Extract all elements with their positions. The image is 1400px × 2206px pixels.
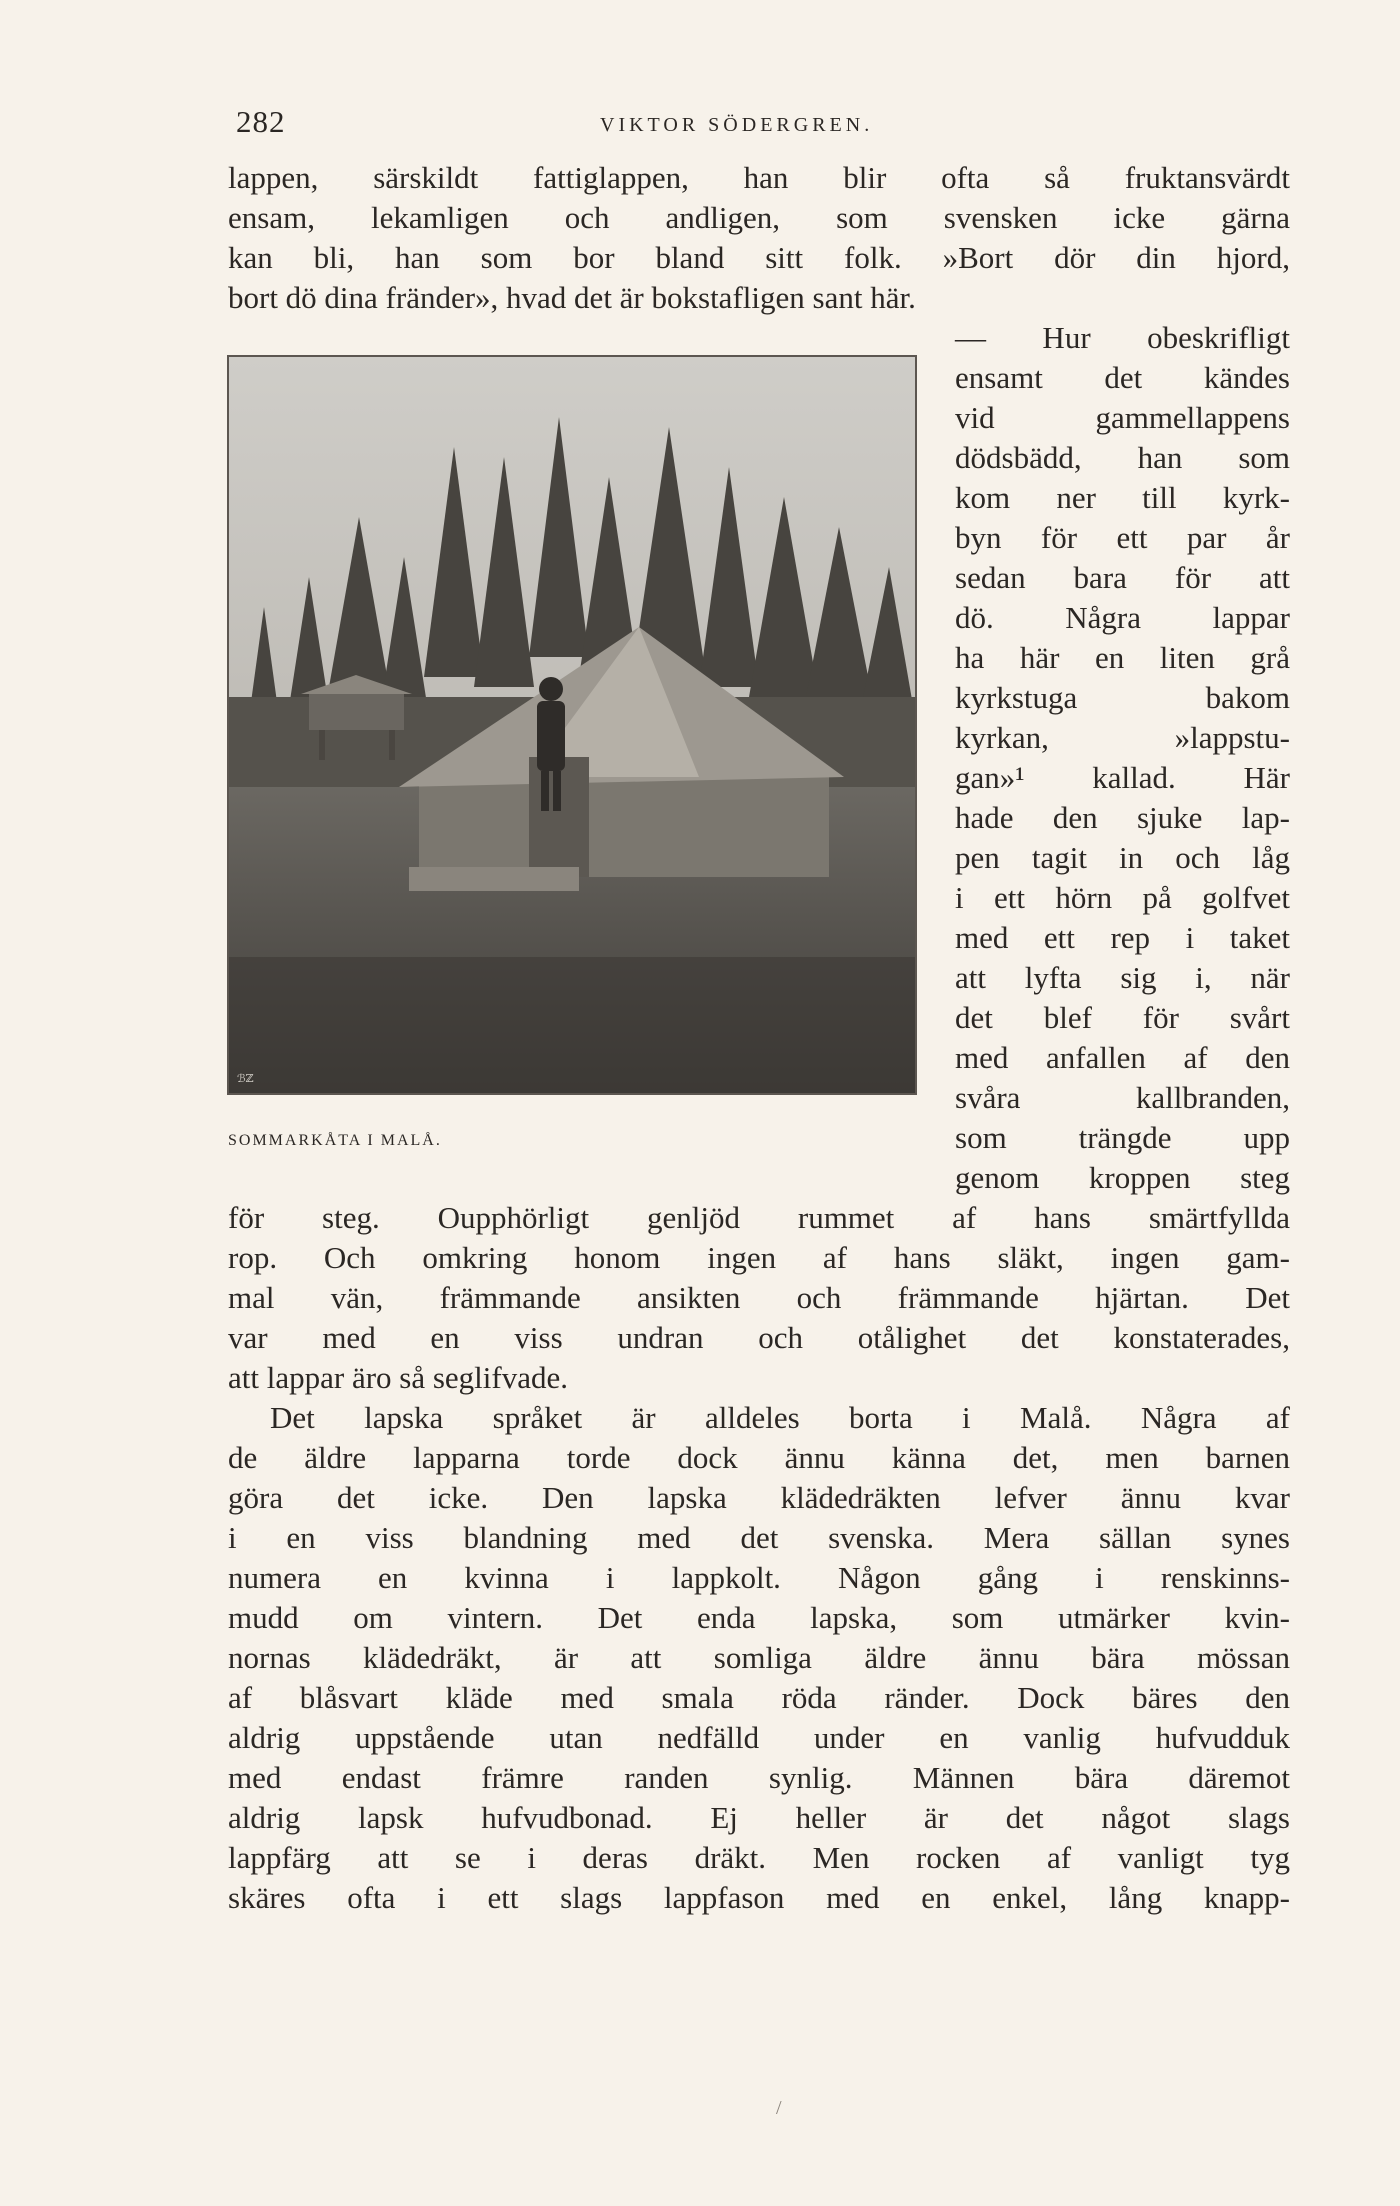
text-line: skäres ofta i ett slags lappfason med en enkel, lång knapp- [228, 1880, 1290, 1915]
text-line: göra det icke. Den lapska klädedräkten lefver ännu kvar [228, 1480, 1290, 1515]
text-line: kan bli, han som bor bland sitt folk. »Bort dör din hjord, [228, 240, 1290, 275]
text-line: mudd om vintern. Det enda lapska, som utmärker kvin- [228, 1600, 1290, 1635]
text-line: aldrig lapsk hufvudbonad. Ej heller är det något slags [228, 1800, 1290, 1835]
text-line: lappen, särskildt fattiglappen, han blir ofta så fruktansvärdt [228, 160, 1290, 195]
corner-mark: ℬℤ [237, 1073, 254, 1085]
text-line: kyrkan, »lappstu- [955, 720, 1290, 755]
text-line: mal vän, främmande ansikten och främmande hjärtan. Det [228, 1280, 1290, 1315]
page-header [228, 104, 1290, 148]
text-line: med ett rep i taket [955, 920, 1290, 955]
text-line: genom kroppen steg [955, 1160, 1290, 1195]
text-line: i en viss blandning med det svenska. Mera sällan synes [228, 1520, 1290, 1555]
text-line: ensam, lekamligen och andligen, som svensken icke gärna [228, 200, 1290, 235]
text-line: det blef för svårt [955, 1000, 1290, 1035]
text-line: vid gammellappens [955, 400, 1290, 435]
text-line: Det lapska språket är alldeles borta i Malå. Några af [270, 1400, 1290, 1435]
text-line: att lappar äro så seglifvade. [228, 1360, 568, 1395]
text-line: för steg. Oupphörligt genljöd rummet af hans smärtfyllda [228, 1200, 1290, 1235]
photograph-sommarkata [227, 355, 917, 1095]
photo-illustration [229, 357, 915, 1093]
text-line: af blåsvart kläde med smala röda ränder. Dock bäres den [228, 1680, 1290, 1715]
figure-caption: SOMMARKÅTA I MALÅ. [228, 1132, 442, 1149]
text-line: sedan bara för att [955, 560, 1290, 595]
text-line: ha här en liten grå [955, 640, 1290, 675]
text-line: byn för ett par år [955, 520, 1290, 555]
text-line: numera en kvinna i lappkolt. Någon gång i renskinns- [228, 1560, 1290, 1595]
foreground-grass [229, 957, 915, 1093]
text-line: de äldre lapparna torde dock ännu känna det, men barnen [228, 1440, 1290, 1475]
text-line: att lyfta sig i, när [955, 960, 1290, 995]
text-line: som trängde upp [955, 1120, 1290, 1155]
text-line: — Hur obeskrifligt [955, 320, 1290, 355]
text-line: aldrig uppstående utan nedfälld under en vanlig hufvudduk [228, 1720, 1290, 1755]
page-number: 282 [236, 104, 286, 139]
text-line: i ett hörn på golfvet [955, 880, 1290, 915]
text-line: gan»¹ kallad. Här [955, 760, 1290, 795]
text-line: kyrkstuga bakom [955, 680, 1290, 715]
text-line: hade den sjuke lap- [955, 800, 1290, 835]
text-line: med endast främre randen synlig. Männen bära däremot [228, 1760, 1290, 1795]
text-line: var med en viss undran och otålighet det konstaterades, [228, 1320, 1290, 1355]
text-line: nornas klädedräkt, är att somliga äldre ännu bära mössan [228, 1640, 1290, 1675]
text-line: rop. Och omkring honom ingen af hans släkt, ingen gam- [228, 1240, 1290, 1275]
text-line: dö. Några lappar [955, 600, 1290, 635]
text-line: bort dö dina fränder», hvad det är bokstafligen sant här. [228, 280, 916, 315]
text-line: pen tagit in och låg [955, 840, 1290, 875]
text-line: dödsbädd, han som [955, 440, 1290, 475]
text-line: ensamt det kändes [955, 360, 1290, 395]
text-line: med anfallen af den [955, 1040, 1290, 1075]
text-line: kom ner till kyrk- [955, 480, 1290, 515]
running-title: VIKTOR SÖDERGREN. [600, 114, 874, 136]
text-line: svåra kallbranden, [955, 1080, 1290, 1115]
stray-mark: / [776, 2097, 782, 2119]
text-line: lappfärg att se i deras dräkt. Men rocken af vanligt tyg [228, 1840, 1290, 1875]
